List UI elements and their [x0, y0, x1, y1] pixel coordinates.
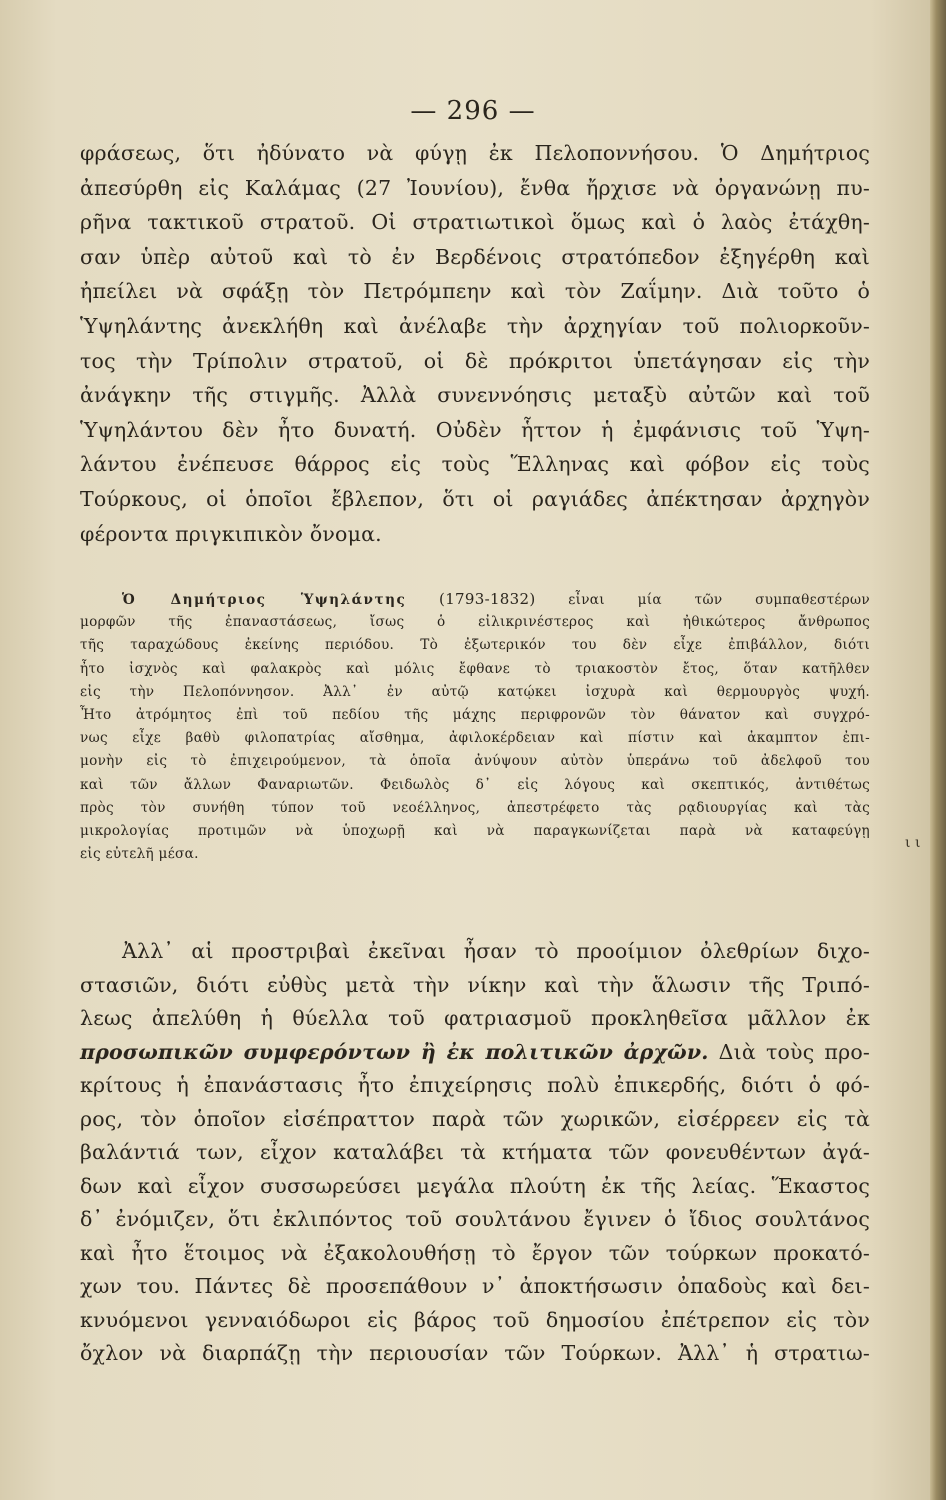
text-line: κρίτους ἡ ἐπανάστασις ἦτο ἐπιχείρησις πολὺ ἐπικερδής, διότι ὁ φό-	[80, 1073, 870, 1097]
footnote-line: νως εἶχε βαθὺ φιλοπατρίας αἴσθημα, ἀφιλοκέρδειαν καὶ πίστιν καὶ ἀκαμπτον ἐπι-	[80, 730, 870, 747]
text-line: σαν ὑπὲρ αὐτοῦ καὶ τὸ ἐν Βερδένοις στρατόπεδον ἐξηγέρθη καὶ	[80, 244, 870, 269]
text-line: Ὑψηλάντης ἀνεκλήθη καὶ ἀνέλαβε τὴν ἀρχηγίαν τοῦ πολιορκοῦν-	[80, 313, 870, 338]
paragraph-main-1	[80, 136, 870, 551]
text-line: ρῆνα τακτικοῦ στρατοῦ. Οἱ στρατιωτικοὶ ὅμως καὶ ὁ λαὸς ἐτάχθη-	[80, 210, 870, 235]
text-line: Ὑψηλάντου δὲν ἦτο δυνατή. Οὐδὲν ἧττον ἡ ἐμφάνισις τοῦ Ὑψη-	[80, 417, 870, 442]
margin-mark: ι ι	[905, 835, 921, 851]
footnote-line	[80, 588, 870, 611]
footnote-line: Ἦτο ἀτρόμητος ἐπὶ τοῦ πεδίου τῆς μάχης περιφρονῶν τὸν θάνατον καὶ συγχρό-	[80, 706, 870, 723]
footnote-line: μικρολογίας προτιμῶν νὰ ὑποχωρῇ καὶ νὰ παραγκωνίζεται παρὰ νὰ καταφεύγῃ	[80, 822, 870, 839]
text-line: ρος, τὸν ὁποῖον εἰσέπραττον παρὰ τῶν χωρικῶν, εἰσέρρεεν εἰς τὰ	[80, 1106, 870, 1131]
text-line: φράσεως, ὅτι ἠδύνατο νὰ φύγῃ ἐκ Πελοποννήσου. Ὁ Δημήτριος	[80, 141, 870, 165]
footnote-line: ἦτο ἰσχνὸς καὶ φαλακρὸς καὶ μόλις ἔφθανε τὸ τριακοστὸν ἔτος, ὅταν κατῆλθεν	[80, 660, 870, 677]
page-edge	[930, 0, 946, 1500]
footnote-line: πρὸς τὸν συνήθη τύπον τοῦ νεοέλληνος, ἀπεστρέφετο τὰς ρᾳδιουργίας καὶ τὰς	[80, 799, 870, 816]
text-line: στασιῶν, διότι εὐθὺς μετὰ τὴν νίκην καὶ τὴν ἅλωσιν τῆς Τριπό-	[80, 972, 870, 997]
text-line: χων του. Πάντες δὲ προσεπάθουν ν᾽ ἀποκτήσωσιν ὀπαδοὺς καὶ δει-	[80, 1274, 870, 1298]
text-line: ἠπείλει νὰ σφάξῃ τὸν Πετρόμπεην καὶ τὸν Ζαΐμην. Διὰ τοῦτο ὁ	[80, 279, 870, 304]
page-number: — 296 —	[410, 96, 536, 126]
footnote-line: μονὴν εἰς τὸ ἐπιχειρούμενον, τὰ ὁποῖα ἀνύψουν αὐτὸν ὑπεράνω τοῦ ἀδελφοῦ του	[80, 753, 870, 770]
text-line: καὶ ἦτο ἕτοιμος νὰ ἐξακολουθήσῃ τὸ ἔργον τῶν τούρκων προκατό-	[80, 1240, 870, 1265]
paragraph-main-2	[80, 935, 870, 1371]
footnote	[80, 588, 870, 866]
text-segment: Διὰ τοὺς προ-	[718, 1039, 870, 1064]
text-line: Τούρκους, οἱ ὁποῖοι ἔβλεπον, ὅτι οἱ ραγιάδες ἀπέκτησαν ἀρχηγὸν	[80, 486, 870, 511]
text-line: ὄχλον νὰ διαρπάζῃ τὴν περιουσίαν τῶν Τούρκων. Ἀλλ᾽ ἡ στρατιω-	[80, 1341, 870, 1365]
text-line: ἀνάγκην τῆς στιγμῆς. Ἀλλὰ συνεννόησις μεταξὺ αὐτῶν καὶ τοῦ	[80, 383, 870, 408]
text-line: ἀπεσύρθη εἰς Καλάμας (27 Ἰουνίου), ἔνθα ἤρχισε νὰ ὀργανώνῃ πυ-	[80, 175, 870, 200]
text-line: λεως ἀπελύθη ἡ θύελλα τοῦ φατριασμοῦ προκληθεῖσα μᾶλλον ἐκ	[80, 1006, 870, 1030]
footnote-line: τῆς ταραχώδους ἐκείνης περιόδου. Τὸ ἐξωτερικόν του δὲν εἶχε ἐπιβάλλον, διότι	[80, 637, 870, 654]
text-line	[80, 1036, 870, 1070]
footnote-line: εἰς τὴν Πελοπόννησον. Ἀλλ᾽ ἐν αὐτῷ κατῴκει ἰσχυρὰ καὶ θερμουργὸς ψυχή.	[80, 683, 870, 700]
footnote-line: εἰς εὐτελῆ μέσα.	[80, 846, 199, 863]
text-line: τος τὴν Τρίπολιν στρατοῦ, οἱ δὲ πρόκριτοι ὑπετάγησαν εἰς τὴν	[80, 348, 870, 373]
text-line: κνυόμενοι γενναιόδωροι εἰς βάρος τοῦ δημοσίου ἐπέτρεπον εἰς τὸν	[80, 1307, 870, 1332]
text-line: Ἀλλ᾽ αἱ προστριβαὶ ἐκεῖναι ἦσαν τὸ προοίμιον ὀλεθρίων διχο-	[122, 939, 870, 963]
text-line: δ᾽ ἐνόμιζεν, ὅτι ἐκλιπόντος τοῦ σουλτάνου ἔγινεν ὁ ἴδιος σουλτάνος	[80, 1207, 870, 1231]
text-line: δων καὶ εἶχον συσσωρεύσει μεγάλα πλούτη ἐκ τῆς λείας. Ἕκαστος	[80, 1173, 870, 1198]
text-line: βαλάντιά των, εἶχον καταλάβει τὰ κτήματα τῶν φονευθέντων ἀγά-	[80, 1140, 870, 1164]
text-line: λάντου ἐνέπευσε θάρρος εἰς τοὺς Ἕλληνας καὶ φόβον εἰς τοὺς	[80, 452, 870, 477]
footnote-dates: (1793-1832)	[439, 590, 536, 608]
footnote-name: Ὁ Δημήτριος Ὑψηλάντης	[122, 592, 407, 608]
text-line: φέροντα πριγκιπικὸν ὄνομα.	[80, 521, 382, 546]
italic-emphasis: προσωπικῶν συμφερόντων ἢ ἐκ πολιτικῶν ἀρχῶν.	[80, 1039, 709, 1064]
footnote-text: εἶναι μία τῶν συμπαθεστέρων	[568, 592, 870, 608]
footnote-line: καὶ τῶν ἄλλων Φαναριωτῶν. Φειδωλὸς δ᾽ εἰς λόγους καὶ σκεπτικός, ἀντιθέτως	[80, 776, 870, 793]
footnote-line: μορφῶν τῆς ἐπαναστάσεως, ἴσως ὁ εἰλικρινέστερος καὶ ἠθικώτερος ἄνθρωπος	[80, 614, 870, 631]
